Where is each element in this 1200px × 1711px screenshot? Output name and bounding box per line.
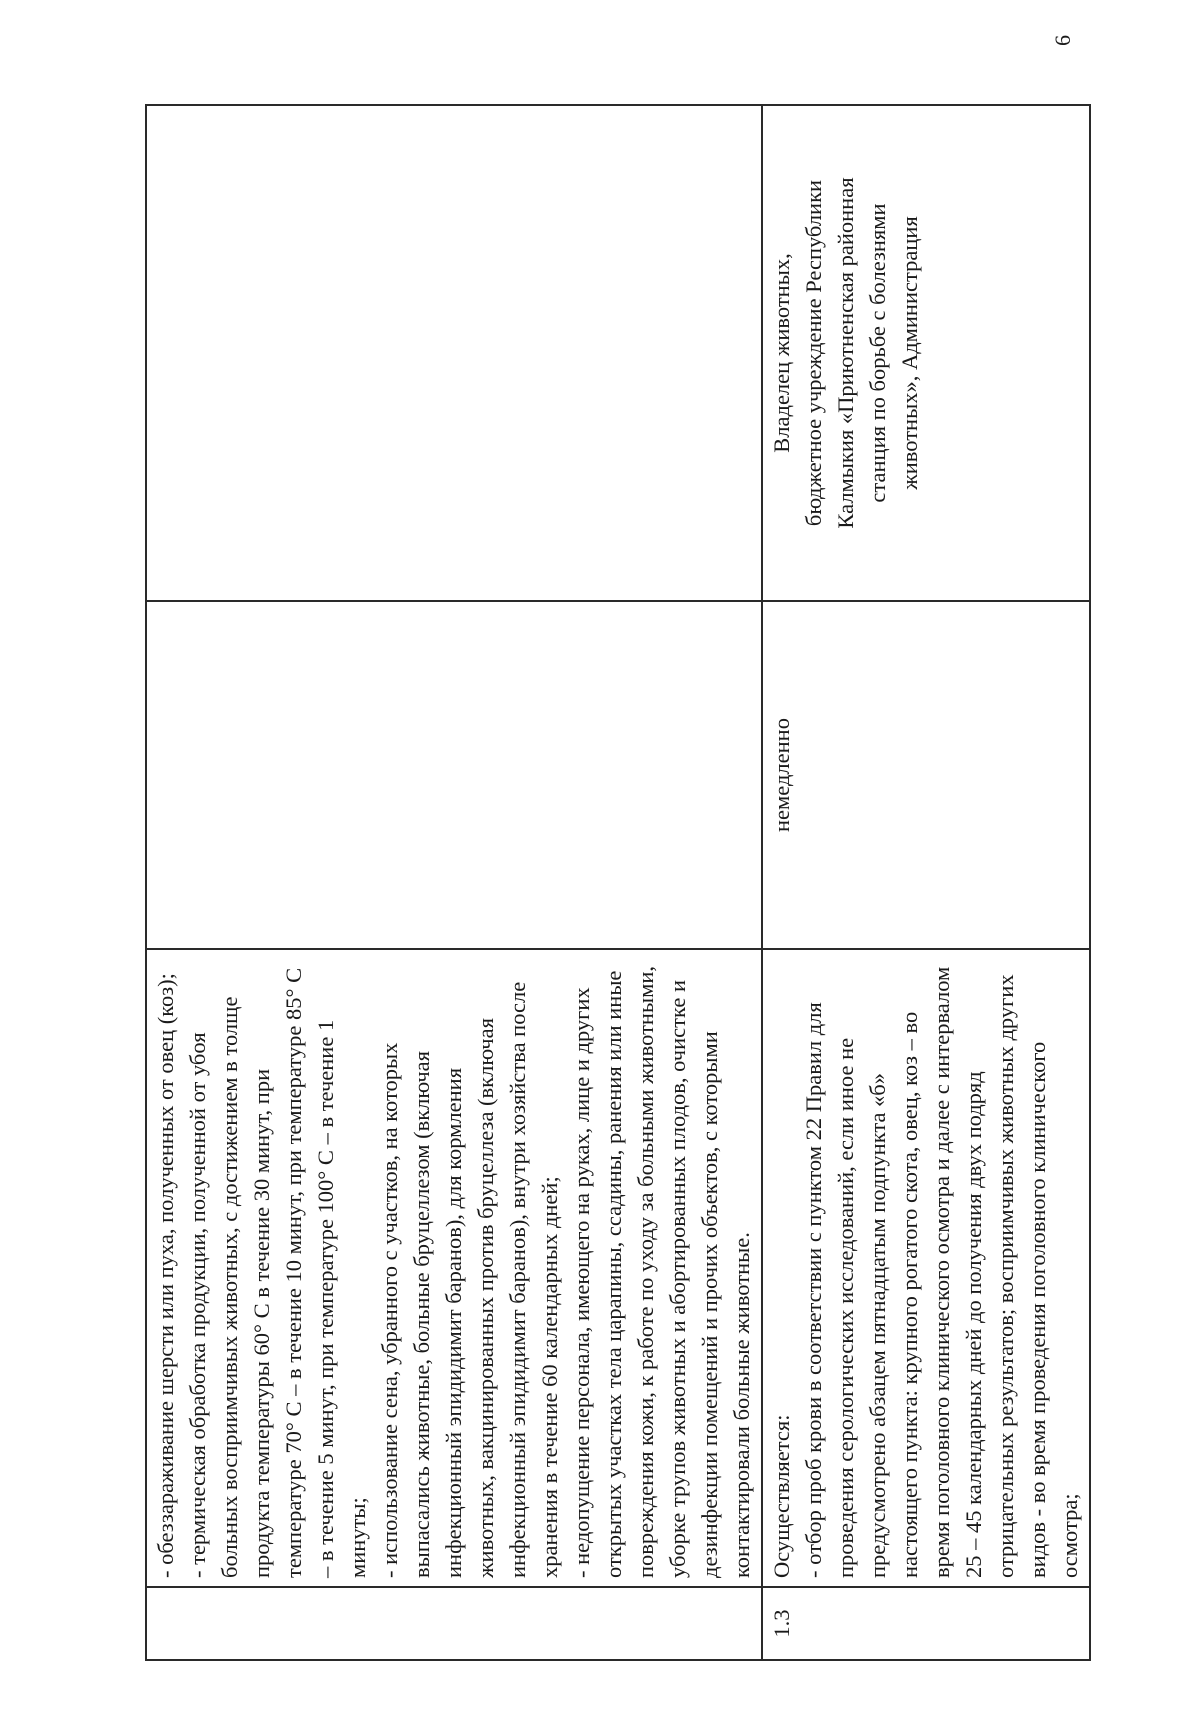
table-row: [146, 105, 762, 1660]
page-number: 6: [1050, 35, 1075, 46]
term-cell: немедленно: [762, 601, 1090, 949]
description-line: хранения в течение 60 календарных дней;: [537, 1176, 562, 1578]
description-line: открытых участках тела царапины, ссадины, ранения или иные: [601, 970, 626, 1578]
responsible-line: бюджетное учреждение Республики: [801, 179, 826, 527]
description-line: Осуществляется:: [769, 1414, 794, 1578]
table-row: [762, 105, 1090, 1660]
responsible-line: животных», Администрация: [897, 216, 922, 490]
row-number-cell: 1.3: [762, 1587, 1090, 1660]
responsible-line: Калмыкия «Приютненская районная: [833, 177, 858, 529]
description-line: – в течение 5 минут, при температуре 100° С – в течение 1: [313, 1019, 338, 1578]
description-line: видов - во время проведения поголовного клинического: [1025, 1041, 1050, 1578]
description-line: - недопущение персонала, имеющего на руках, лице и других: [569, 987, 594, 1578]
responsible-line: Владелец животных,: [769, 253, 794, 453]
description-line: осмотра;: [1057, 1493, 1082, 1578]
description-line: больных восприимчивых животных, с достижением в толще: [217, 996, 242, 1578]
description-line: уборке трупов животных и абортированных плодов, очистке и: [665, 980, 690, 1578]
description-line: - обеззараживание шерсти или пуха, полученных от овец (коз);: [153, 973, 178, 1578]
description-line: выпасались животные, больные бруцеллезом (включая: [409, 1051, 434, 1578]
description-line: настоящего пункта: крупного рогатого скота, овец, коз – во: [897, 1011, 922, 1578]
description-line: продукта температуры 60° С в течение 30 минут, при: [249, 1068, 274, 1578]
description-line: проведения серологических исследований, если иное не: [833, 1037, 858, 1578]
description-cell: [146, 949, 762, 1587]
responsible-cell: [762, 105, 1090, 601]
description-line: минуты;: [345, 1497, 370, 1578]
term-cell: [146, 601, 762, 949]
description-line: температуре 70° С – в течение 10 минут, при температуре 85° С: [281, 967, 306, 1578]
description-line: инфекционный эпидидимит баранов), внутри хозяйства после: [505, 981, 530, 1578]
description-line: повреждения кожи, к работе по уходу за больными животными,: [633, 966, 658, 1578]
description-line: 25 – 45 календарных дней до получения двух подряд: [961, 1071, 986, 1578]
description-line: животных, вакцинированных против бруцеллеза (включая: [473, 1018, 498, 1578]
description-line: время поголовного клинического осмотра и далее с интервалом: [929, 966, 954, 1578]
description-line: контактировали больные животные.: [729, 1232, 754, 1578]
description-line: отрицательных результатов; восприимчивых животных других: [993, 974, 1018, 1578]
responsible-line: станция по борьбе с болезнями: [865, 203, 890, 503]
description-line: дезинфекции помещений и прочих объектов, с которыми: [697, 1031, 722, 1578]
description-line: инфекционный эпидидимит баранов), для кормления: [441, 1067, 466, 1578]
responsible-cell: [146, 105, 762, 601]
description-line: - использование сена, убранного с участков, на которых: [377, 1042, 402, 1578]
description-line: - термическая обработка продукции, полученной от убоя: [185, 1032, 210, 1578]
description-line: - отбор проб крови в соответствии с пунктом 22 Правил для: [801, 1002, 826, 1578]
description-cell: [762, 949, 1090, 1587]
measures-table: [145, 104, 1091, 1661]
description-line: предусмотрено абзацем пятнадцатым подпункта «б»: [865, 1073, 890, 1578]
row-number-cell: [146, 1587, 762, 1660]
